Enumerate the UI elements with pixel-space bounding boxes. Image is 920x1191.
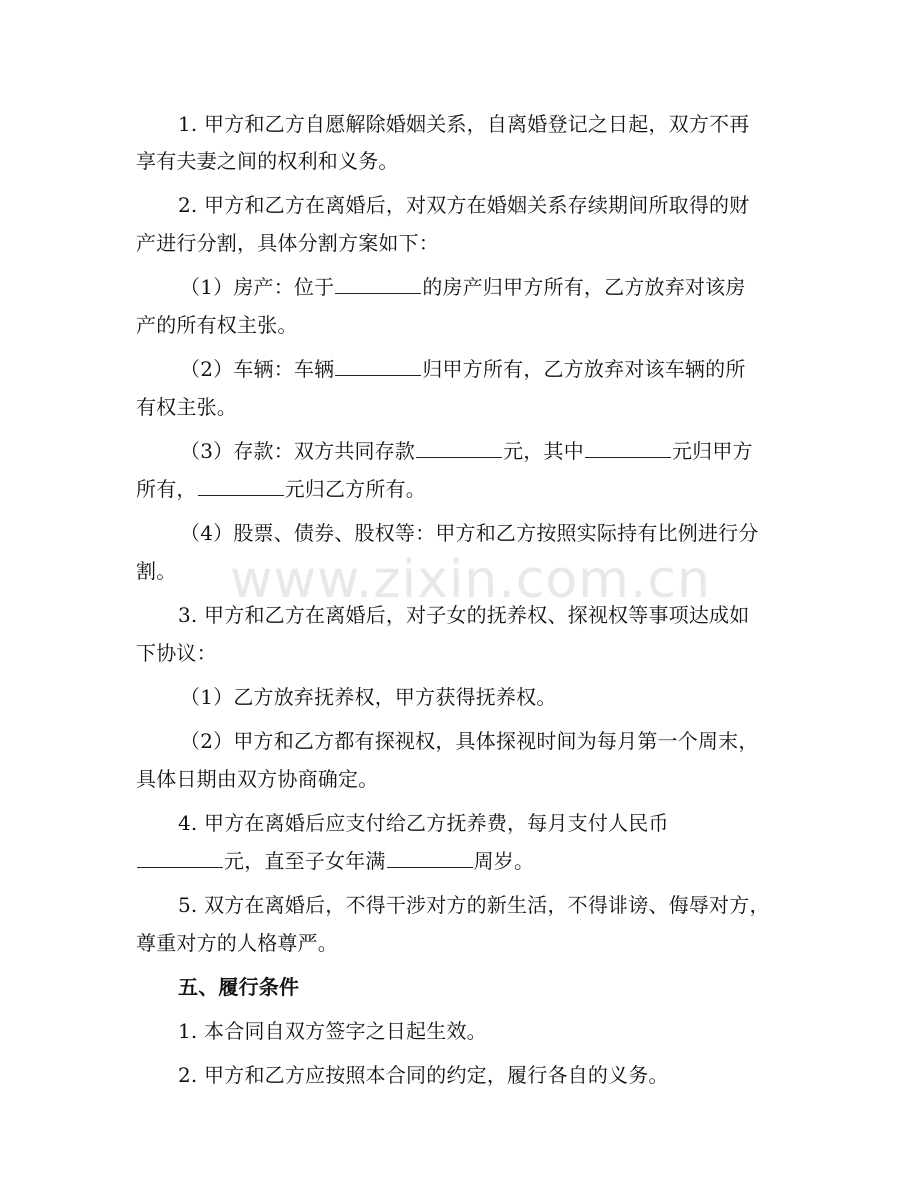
clause-5-line-2: 尊重对方的人格尊严。 <box>136 931 338 955</box>
item-vehicle-prefix: （2）车辆：车辆 <box>180 357 335 381</box>
custody-item-2-line-1: （2）甲方和乙方都有探视权，具体探视时间为每月第一个周末， <box>180 729 759 753</box>
item-deposit-line-1 <box>180 438 753 464</box>
item-stocks-line-1: （4）股票、债券、股权等：甲方和乙方按照实际持有比例进行分 <box>180 521 759 545</box>
custody-item-1: （1）乙方放弃抚养权，甲方获得抚养权。 <box>180 685 557 709</box>
clause-3-line-1: 3. 甲方和乙方在离婚后，对子女的抚养权、探视权等事项达成如 <box>178 603 750 627</box>
item-deposit-suffix: 元归甲方 <box>671 439 753 463</box>
item-deposit-prefix: （3）存款：双方共同存款 <box>180 439 416 463</box>
item-house-prefix: （1）房产：位于 <box>180 275 335 299</box>
clause-4-mid: 元，直至子女年满 <box>224 849 386 873</box>
deposit-total-blank <box>416 439 502 458</box>
performance-clause-1: 1. 本合同自双方签字之日起生效。 <box>178 1019 487 1043</box>
item-deposit-mid: 元，其中 <box>503 439 584 463</box>
clause-5-line-1: 5. 双方在离婚后，不得干涉对方的新生活，不得诽谤、侮辱对方， <box>178 893 770 917</box>
clause-3-line-2: 下协议： <box>136 641 217 665</box>
clause-1-line-1: 1. 甲方和乙方自愿解除婚姻关系，自离婚登记之日起，双方不再 <box>178 112 750 136</box>
section-5-heading: 五、履行条件 <box>178 975 300 999</box>
item-vehicle-suffix: 归甲方所有，乙方放弃对该车辆的所 <box>422 357 746 381</box>
clause-1-line-2: 享有夫妻之间的权利和义务。 <box>136 149 399 173</box>
house-location-blank <box>335 275 421 294</box>
clause-4-suffix: 周岁。 <box>473 849 535 873</box>
vehicle-blank <box>335 357 421 376</box>
clause-4-line-2 <box>136 848 534 874</box>
item-house-line-1 <box>180 274 746 300</box>
support-amount-blank <box>137 849 223 868</box>
clause-2-line-1: 2. 甲方和乙方在离婚后，对双方在婚姻关系存续期间所取得的财 <box>178 193 750 217</box>
child-age-blank <box>387 849 473 868</box>
item-stocks-line-2: 割。 <box>136 559 177 583</box>
deposit-party-a-blank <box>585 439 671 458</box>
item-vehicle-line-2: 有权主张。 <box>136 395 237 419</box>
item-house-suffix: 的房产归甲方所有，乙方放弃对该房 <box>422 275 746 299</box>
item-deposit-line-2 <box>136 476 426 502</box>
clause-4-line-1: 4. 甲方在离婚后应支付给乙方抚养费，每月支付人民币 <box>178 811 669 835</box>
custody-item-2-line-2: 具体日期由双方协商确定。 <box>136 767 379 791</box>
item-house-line-2: 产的所有权主张。 <box>136 313 298 337</box>
item-deposit-line2-suffix: 元归乙方所有。 <box>284 477 427 501</box>
item-vehicle-line-1 <box>180 356 746 382</box>
deposit-party-b-blank <box>198 477 284 496</box>
clause-2-line-2: 产进行分割，具体分割方案如下： <box>136 231 439 255</box>
item-deposit-line2-prefix: 所有， <box>136 477 197 501</box>
performance-clause-2: 2. 甲方和乙方应按照本合同的约定，履行各自的义务。 <box>178 1063 669 1087</box>
watermark: www.zixin.com.cn <box>230 550 711 610</box>
